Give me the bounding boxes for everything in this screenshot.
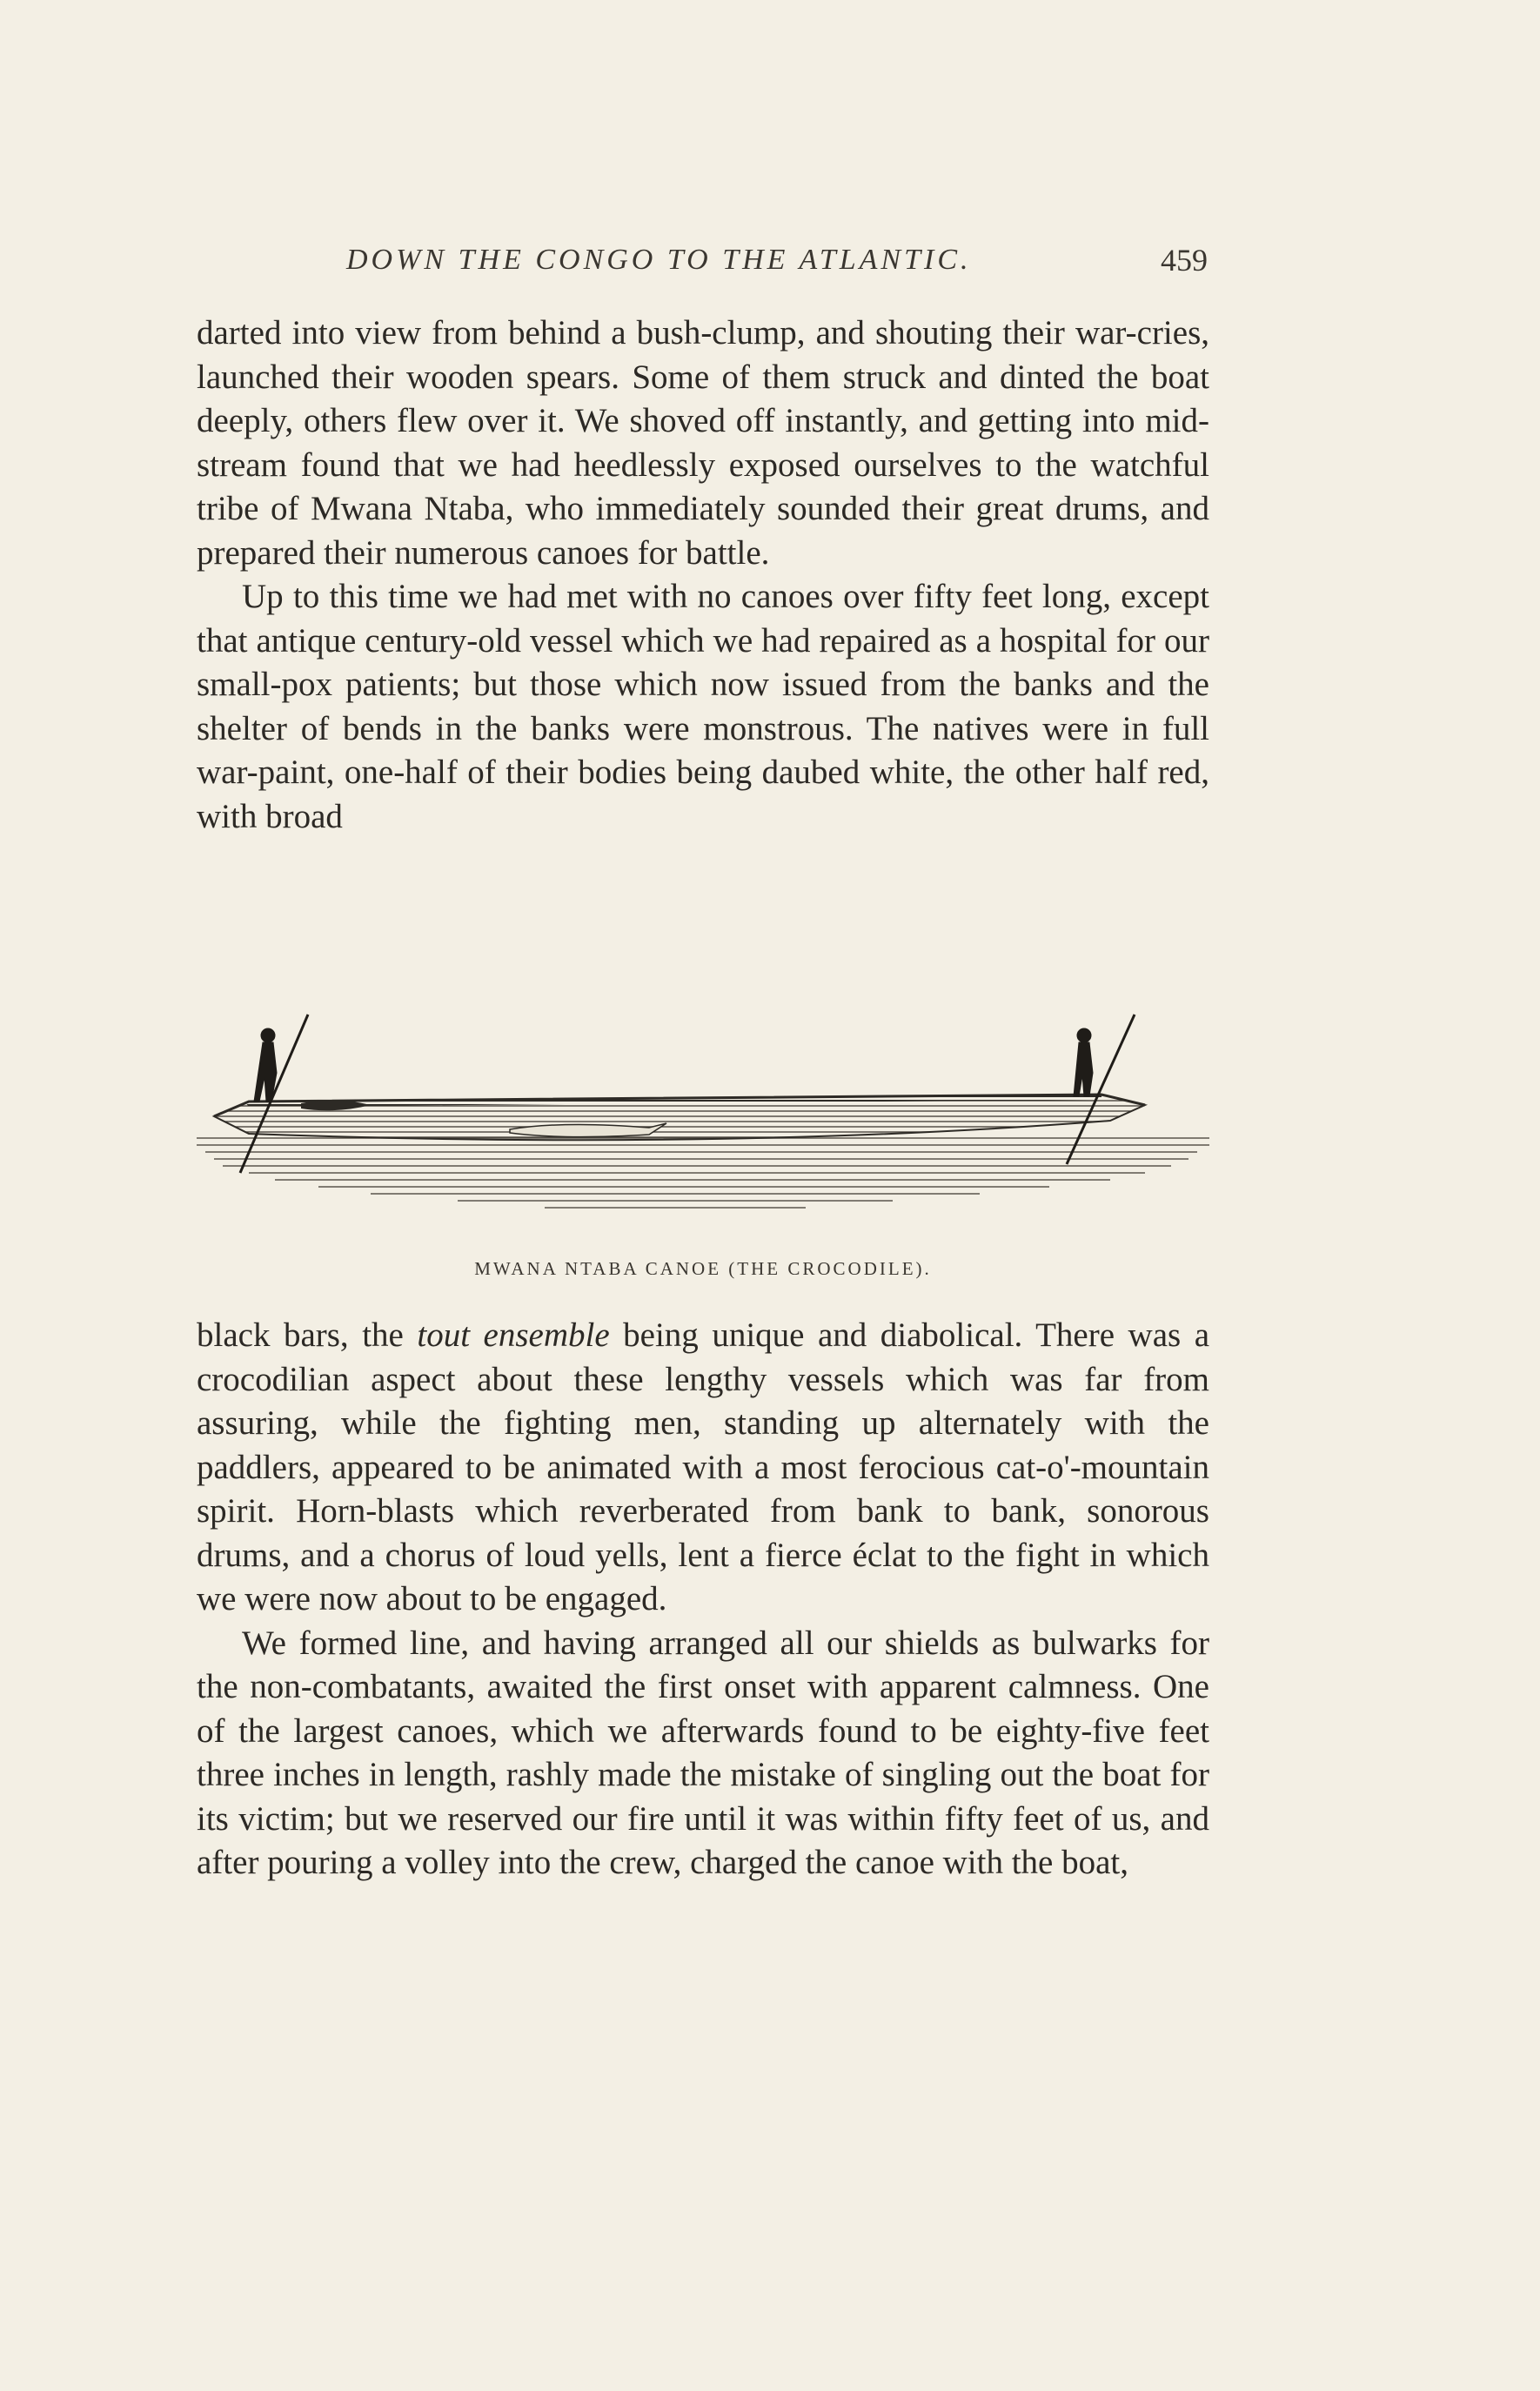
paragraph-4: We formed line, and having arranged all our shields as bulwarks for the non-combatants, awaited the first onset with apparent calmness. One of the largest canoes, which we afterwards found to be eighty-five feet three inches in length, rashly made the mistake of singling out the boat for its victim; but we reserved our fire until it was within fifty feet of us, and after pouring a volley into the crew, charged the canoe with the boat, (197, 1624, 1209, 1881)
text-block-top (197, 311, 1209, 839)
text-block-bottom (197, 1314, 1209, 1885)
paddler-right (1067, 1015, 1135, 1164)
paragraph-2: Up to this time we had met with no canoes over fifty feet long, except that antique century-old vessel which we had repaired as a hospital for our small-pox patients; but those which now issued from the banks and the shelter of bends in the banks were monstrous. The natives were in full war-paint, one-half of their bodies being daubed white, the other half red, with broad (197, 578, 1209, 835)
paragraph-3 (197, 1314, 1209, 1622)
figure-caption: MWANA NTABA CANOE (THE CROCODILE). (474, 1258, 932, 1279)
paragraph-3-start: black bars, the (197, 1316, 418, 1354)
paddler-left (240, 1015, 308, 1173)
water-lines (197, 1138, 1209, 1208)
paragraph-3-rest: being unique and diabolical. There was a crocodilian aspect about these lengthy vessels which was far from assuring, while the fighting men, standing up alternately with the paddlers, appeared to be animated with a most ferocious cat-o'-mountain spirit. Horn-blasts which reverberated from bank to bank, sonorous drums, and a chorus of loud yells, lent a fierce éclat to the fight in which we were now about to be engaged. (197, 1316, 1210, 1617)
running-title: DOWN THE CONGO TO THE ATLANTIC. (346, 244, 972, 276)
paragraph-3-italic: tout ensemble (417, 1316, 610, 1354)
canoe-illustration (197, 999, 1209, 1234)
paragraph-1: darted into view from behind a bush-clump, and shouting their war-cries, launched their wooden spears. Some of them struck and dinted the boat deeply, others flew over it. We shoved off instantly, and getting into mid-stream found that we had heedlessly exposed ourselves to the watchful tribe of Mwana Ntaba, who immediately sounded their great drums, and prepared their numerous canoes for battle. (197, 314, 1209, 572)
canoe-engraving (197, 999, 1209, 1234)
canoe-hull (214, 1095, 1145, 1140)
page-number: 459 (1161, 243, 1208, 278)
page-header (198, 244, 1208, 278)
